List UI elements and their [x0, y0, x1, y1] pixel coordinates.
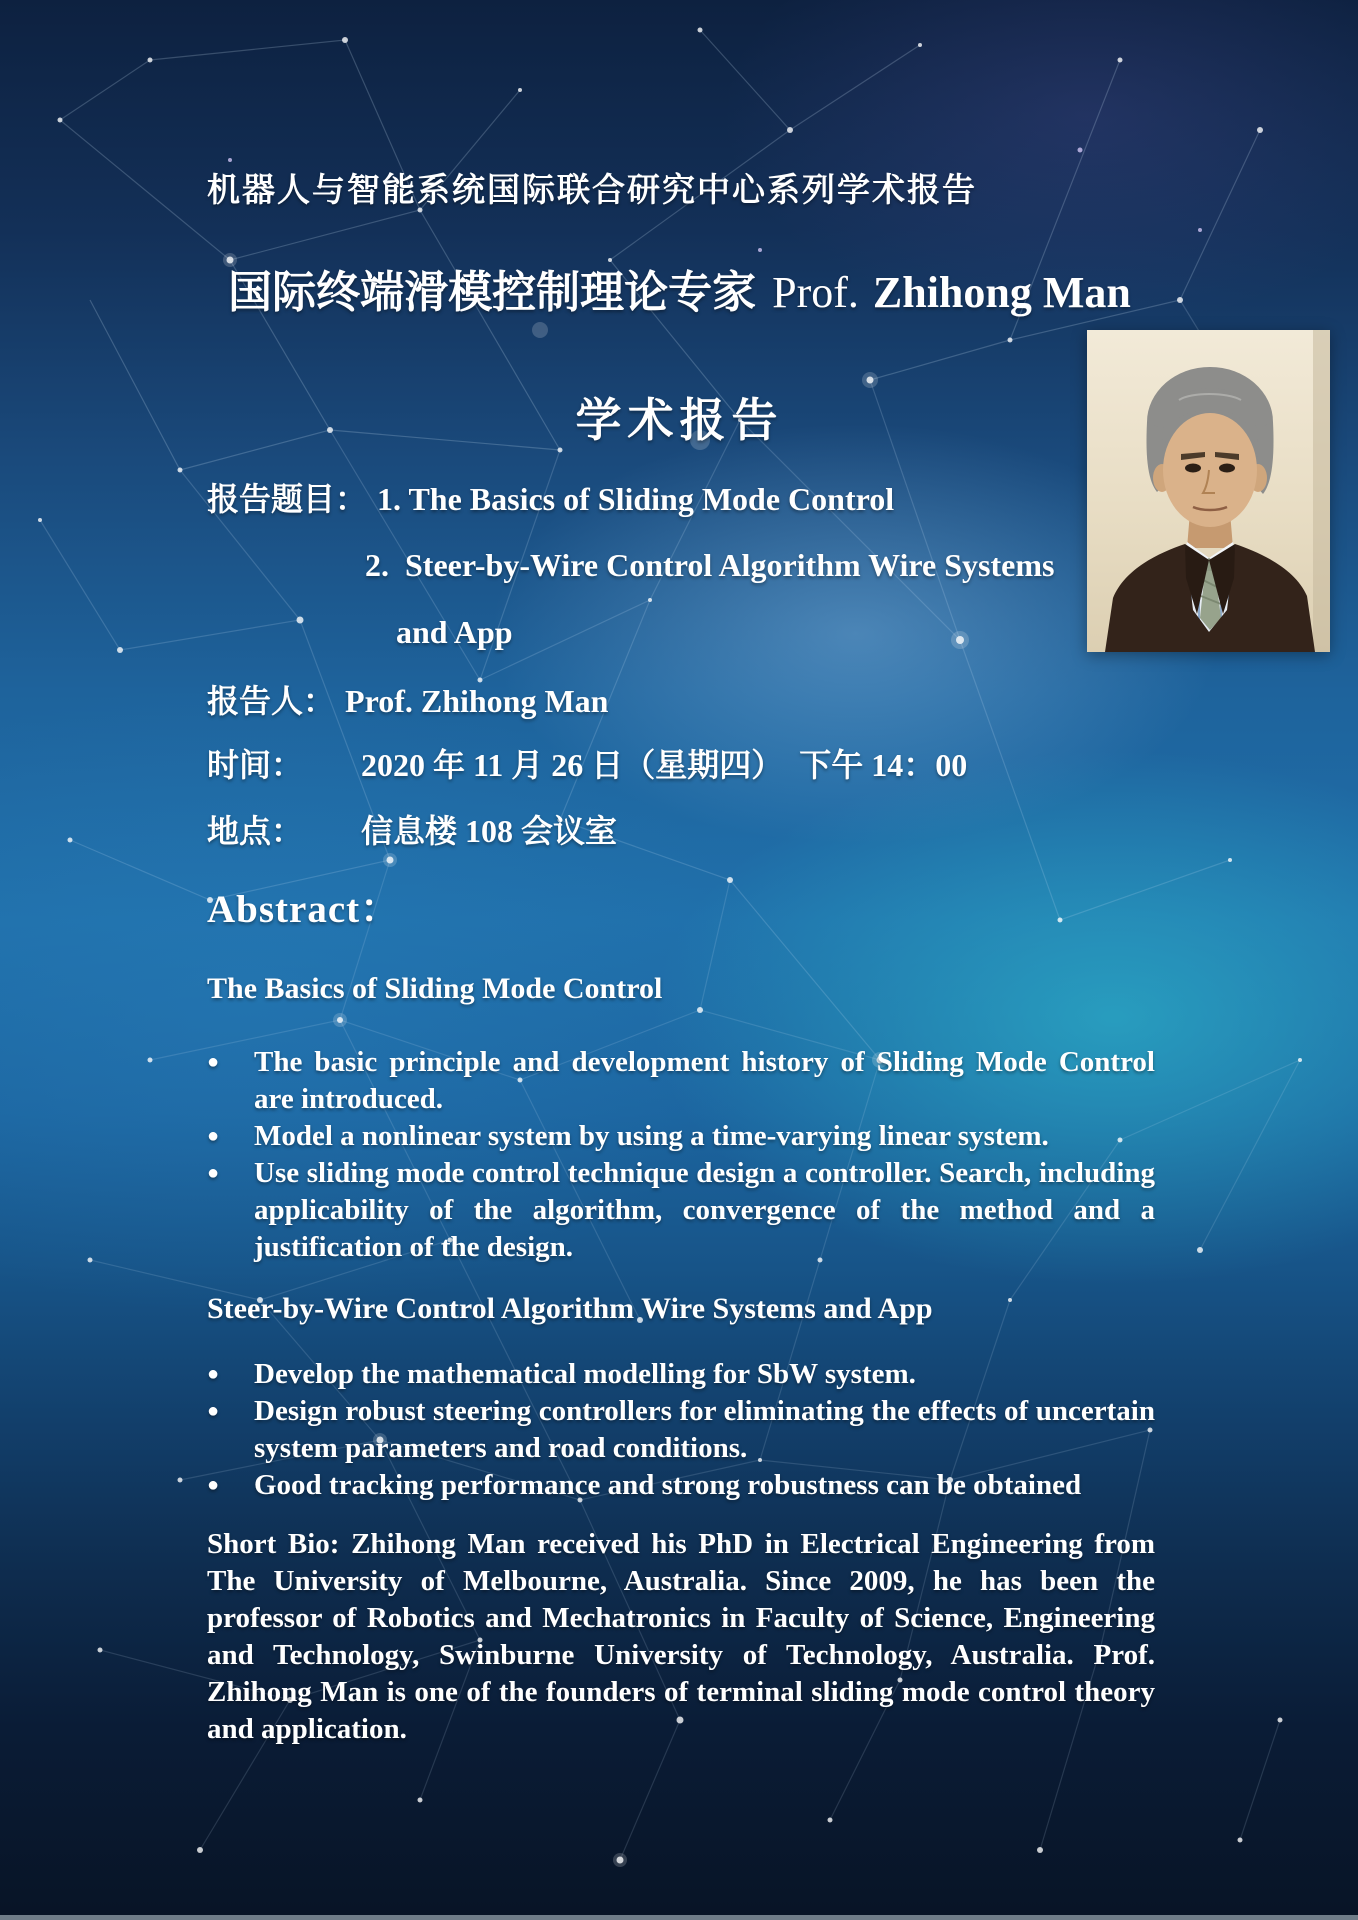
seminar-title — [207, 256, 1152, 320]
topic-1: 1. The Basics of Sliding Mode Control — [377, 481, 895, 517]
bullet-text: Model a nonlinear system by using a time-varying linear system. — [254, 1120, 1049, 1152]
bullet-icon: ● — [207, 1474, 220, 1496]
seminar-subtitle: 学术报告 — [575, 395, 784, 446]
bullet-icon: ● — [207, 1400, 220, 1422]
seminar-title-prefix: Prof. — [772, 268, 859, 317]
speaker-label: 报告人： — [207, 683, 336, 719]
topic-2: 2. Steer-by-Wire Control Algorithm Wire Systems — [365, 547, 1055, 583]
venue-label: 地点： — [207, 813, 304, 849]
bullet-icon: ● — [207, 1162, 220, 1184]
series-header: 机器人与智能系统国际联合研究中心系列学术报告 — [207, 173, 977, 209]
time-value: 2020 年 11 月 26 日（星期四） 下午 14：00 — [361, 747, 968, 783]
section-2-title: Steer-by-Wire Control Algorithm Wire Systems and App — [207, 1292, 933, 1325]
bullet-text: Good tracking performance and strong robustness can be obtained — [254, 1469, 1082, 1501]
list-item — [207, 1118, 1155, 1155]
venue-value: 信息楼 108 会议室 — [361, 813, 618, 849]
topic-row — [207, 474, 894, 520]
list-item — [207, 1356, 1155, 1393]
bottom-edge-strip — [0, 1915, 1358, 1920]
list-item — [207, 1155, 1155, 1266]
speaker-row — [207, 676, 608, 722]
list-item — [207, 1467, 1155, 1504]
abstract-heading: Abstract： — [207, 888, 401, 931]
seminar-title-cn: 国际终端滑模控制理论专家 — [228, 268, 757, 317]
venue-row — [207, 806, 617, 852]
time-label: 时间： — [207, 747, 304, 783]
seminar-title-name: Zhihong Man — [872, 268, 1131, 317]
bullet-icon: ● — [207, 1125, 220, 1147]
time-row — [207, 740, 967, 786]
topic-label: 报告题目： — [207, 481, 368, 517]
bullet-text: The basic principle and development history of Sliding Mode Control are introduced. — [254, 1046, 1155, 1115]
bullet-icon: ● — [207, 1363, 220, 1385]
topic-3: and App — [396, 614, 513, 650]
section-1-bullet-list — [207, 1044, 1155, 1266]
short-bio: Short Bio: Zhihong Man received his PhD in Electrical Engineering from The University of Melbourne, Australia. Since 2009, he has been the professor of Robotics and Mechatronics in Faculty of Science, Engineering and Technology, Swinburne University of Technology, Australia. Prof. Zhihong Man is one of the founders of terminal sliding mode control theory and application. — [207, 1528, 1155, 1745]
bullet-icon: ● — [207, 1051, 220, 1073]
section-1-title: The Basics of Sliding Mode Control — [207, 972, 663, 1005]
speaker-photo — [1087, 330, 1330, 652]
bullet-text: Use sliding mode control technique design a controller. Search, including applicability of the algorithm, convergence of the method and a justification of the design. — [254, 1157, 1155, 1263]
list-item — [207, 1044, 1155, 1118]
bullet-text: Develop the mathematical modelling for SbW system. — [254, 1358, 916, 1390]
list-item — [207, 1393, 1155, 1467]
bullet-text: Design robust steering controllers for eliminating the effects of uncertain system parameters and road conditions. — [254, 1395, 1155, 1464]
speaker-value: Prof. Zhihong Man — [345, 683, 609, 719]
section-2-bullet-list — [207, 1356, 1155, 1504]
